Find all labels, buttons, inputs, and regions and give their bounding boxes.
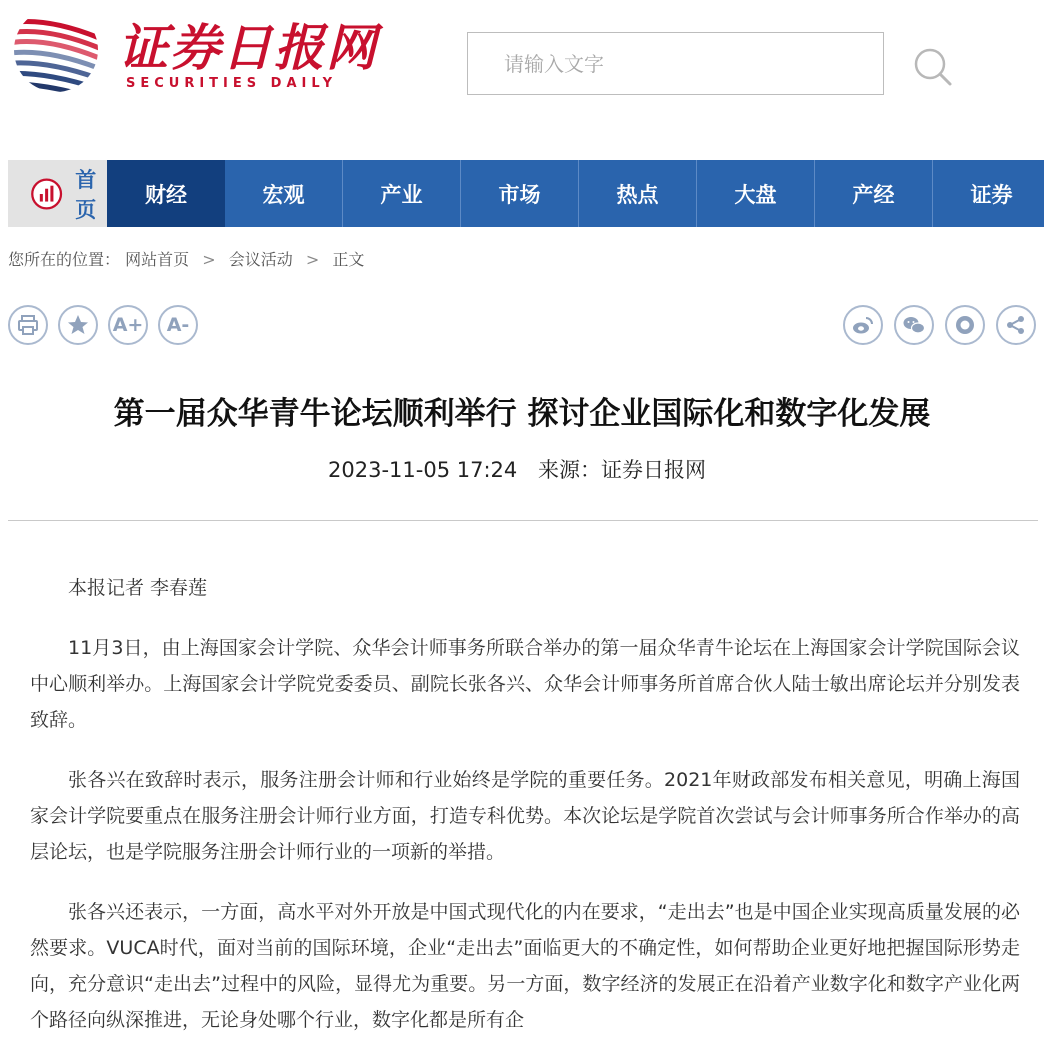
nav-item-chanye[interactable]: 产业 bbox=[343, 160, 461, 227]
favorite-button[interactable] bbox=[58, 305, 98, 345]
favorite-star-icon bbox=[66, 313, 90, 337]
article-paragraph: 11月3日，由上海国家会计学院、众华会计师事务所联合举办的第一届众华青牛论坛在上海国家会计学院国际会议中心顺利举办。上海国家会计学院党委委员、副院长张各兴、众华会计师事务所首席合伙人陆士敏出席论坛并分别发表致辞。 bbox=[30, 637, 1020, 731]
nav-item-chanjing[interactable]: 产经 bbox=[815, 160, 933, 227]
logo-chinese-name: 证券日报网 bbox=[118, 18, 378, 77]
breadcrumb-separator-icon: > bbox=[202, 250, 216, 269]
share-wechat-button[interactable] bbox=[894, 305, 934, 345]
share-weibo-button[interactable] bbox=[843, 305, 883, 345]
search-input[interactable] bbox=[468, 33, 883, 94]
article-meta bbox=[0, 454, 1034, 484]
font-increase-icon: A+ bbox=[112, 314, 144, 336]
breadcrumb-current: 正文 bbox=[332, 250, 365, 269]
font-decrease-icon: A- bbox=[166, 314, 190, 336]
nav-home[interactable] bbox=[8, 160, 107, 227]
article-title: 第一届众华青牛论坛顺利举行 探讨企业国际化和数字化发展 bbox=[113, 396, 931, 432]
nav-item-caijing[interactable]: 财经 bbox=[107, 160, 225, 227]
article-datetime: 2023-11-05 17:24 bbox=[328, 458, 518, 482]
print-button[interactable] bbox=[8, 305, 48, 345]
nav-item-shichang[interactable]: 市场 bbox=[461, 160, 579, 227]
logo-english-name: SECURITIES DAILY bbox=[126, 76, 338, 91]
search-icon bbox=[910, 44, 954, 88]
breadcrumb-meetings-link[interactable]: 会议活动 bbox=[228, 250, 293, 269]
nav-item-dapan[interactable]: 大盘 bbox=[697, 160, 815, 227]
share-qzone-button[interactable] bbox=[945, 305, 985, 345]
site-logo[interactable] bbox=[8, 4, 378, 96]
weibo-icon bbox=[851, 313, 875, 337]
breadcrumb-prefix: 您所在的位置： bbox=[8, 250, 121, 269]
breadcrumb bbox=[8, 247, 364, 270]
search-button[interactable] bbox=[910, 44, 954, 88]
article-source: 证券日报网 bbox=[600, 458, 706, 482]
main-nav bbox=[8, 160, 1044, 227]
share-more-button[interactable] bbox=[996, 305, 1036, 345]
article-paragraph: 张各兴在致辞时表示，服务注册会计师和行业始终是学院的重要任务。2021年财政部发布相关意见，明确上海国家会计学院要重点在服务注册会计师行业方面，打造专科优势。本次论坛是学院首次尝试与会计师事务所合作举办的高层论坛，也是学院服务注册会计师行业的一项新的举措。 bbox=[30, 769, 1020, 863]
home-chart-icon bbox=[30, 172, 63, 216]
article-byline: 本报记者 李春莲 bbox=[68, 577, 208, 599]
article-paragraph: 张各兴还表示，一方面，高水平对外开放是中国式现代化的内在要求，“走出去”也是中国企业实现高质量发展的必然要求。VUCA时代，面对当前的国际环境，企业“走出去”面临更大的不确定性，如何帮助企业更好地把握国际形势走向，充分意识“走出去”过程中的风险，显得尤为重要。另一方面，数字经济的发展正在沿着产业数字化和数字产业化两个路径向纵深推进，无论身处哪个行业，数字化都是所有企 bbox=[30, 901, 1020, 1031]
nav-item-zhengquan[interactable]: 证券 bbox=[933, 160, 1044, 227]
qzone-icon bbox=[953, 313, 977, 337]
article-body bbox=[30, 570, 1020, 1062]
nav-item-redian[interactable]: 热点 bbox=[579, 160, 697, 227]
print-icon bbox=[16, 313, 40, 337]
nav-home-label: 首页 bbox=[75, 167, 97, 222]
logo-mark-icon bbox=[8, 4, 108, 94]
nav-item-hongguan[interactable]: 宏观 bbox=[225, 160, 343, 227]
font-increase-button[interactable] bbox=[108, 305, 148, 345]
article-source-label: 来源： bbox=[537, 458, 601, 482]
breadcrumb-separator-icon: > bbox=[305, 250, 320, 269]
breadcrumb-home-link[interactable]: 网站首页 bbox=[125, 250, 190, 269]
share-icon bbox=[1004, 313, 1028, 337]
wechat-icon bbox=[902, 313, 926, 337]
search-box bbox=[467, 32, 884, 95]
font-decrease-button[interactable] bbox=[158, 305, 198, 345]
title-divider bbox=[8, 520, 1038, 521]
